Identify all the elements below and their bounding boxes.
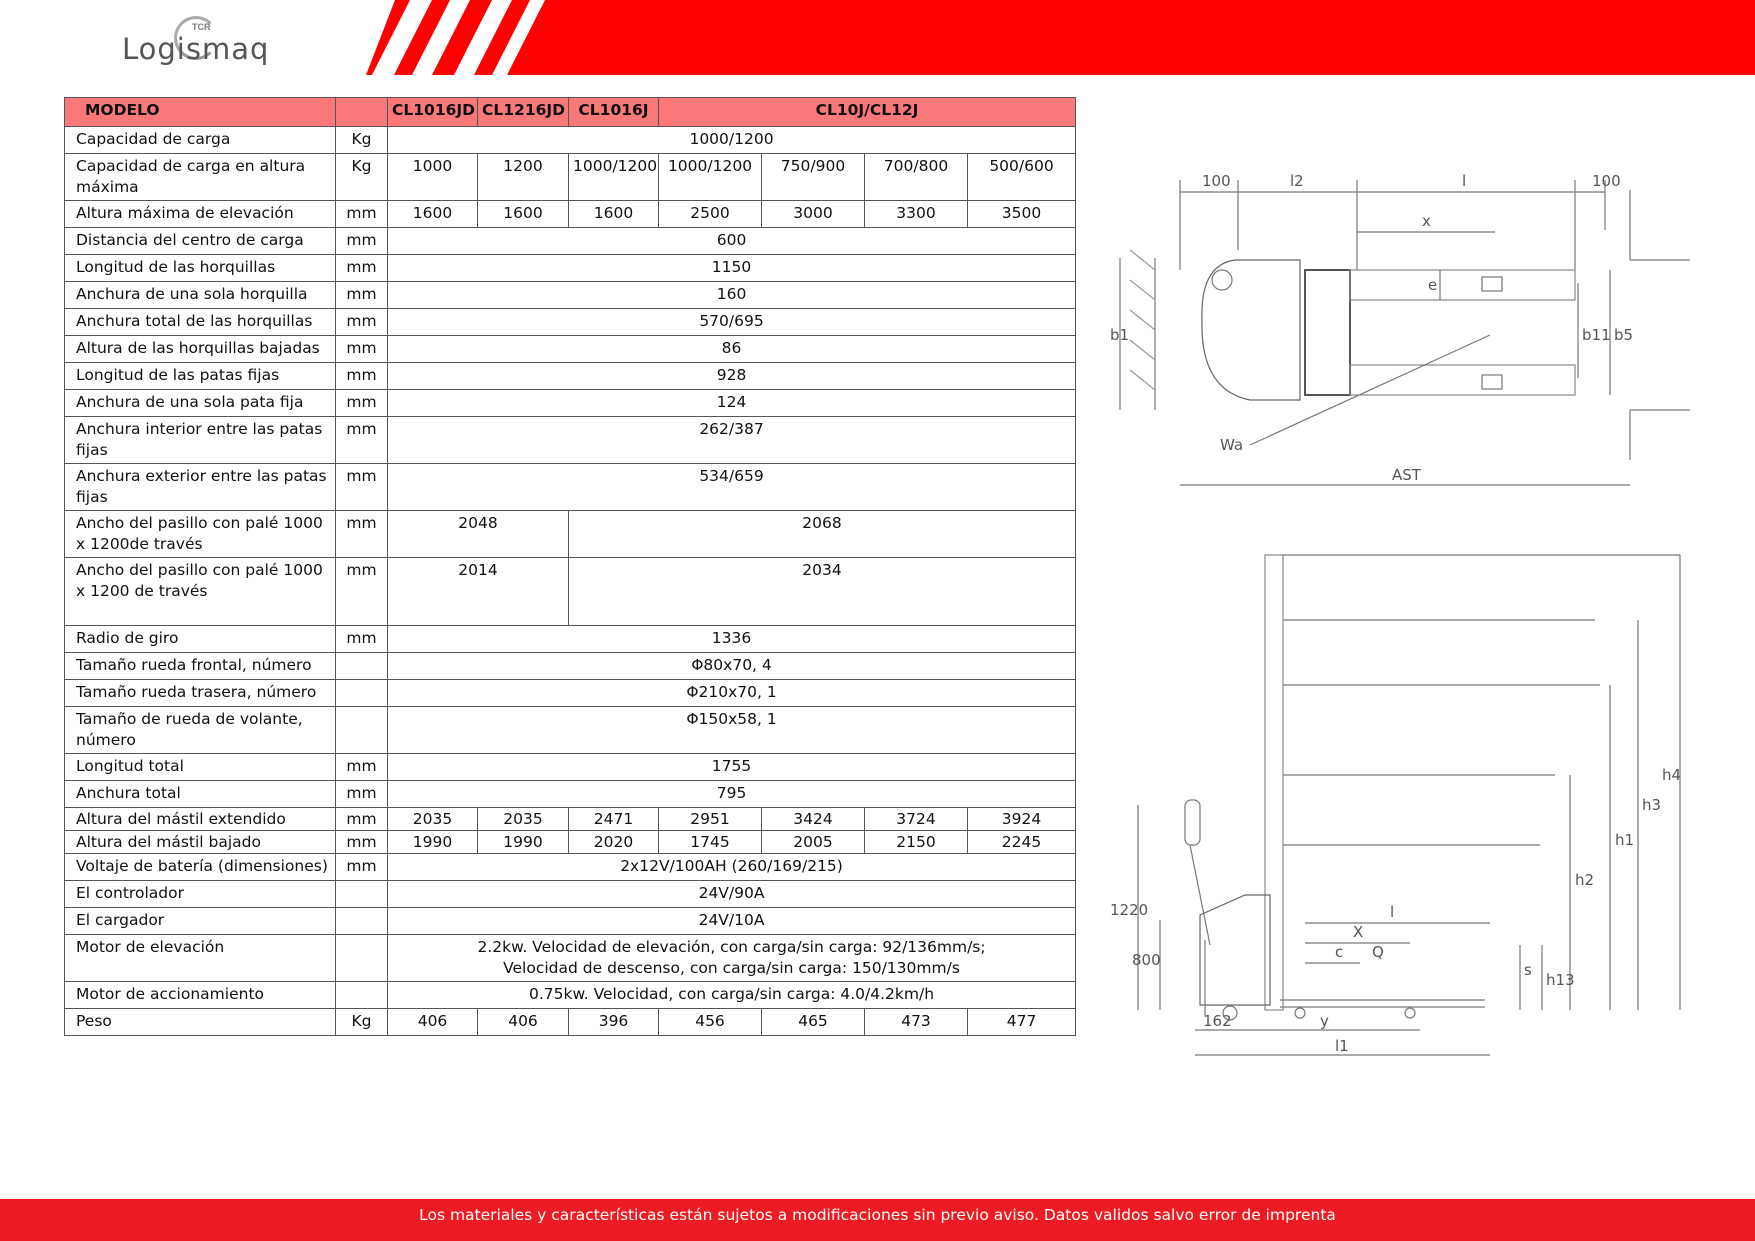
dim-label: y [1320,1012,1329,1030]
row-label: Distancia del centro de carga [65,228,336,255]
table-header-row [65,98,1076,127]
row-label: Anchura total de las horquillas [65,309,336,336]
dim-label: e [1428,276,1438,294]
row-value [388,255,1076,282]
row-unit: mm [336,390,388,417]
table-row [65,363,1076,390]
row-label: Tamaño rueda frontal, número [65,653,336,680]
table-row [65,707,1076,754]
table-row [65,282,1076,309]
row-label: Altura de las horquillas bajadas [65,336,336,363]
table-row [65,881,1076,908]
row-value: 1745 [659,831,762,854]
table-row [65,781,1076,808]
dim-label: X [1353,923,1364,941]
dim-label: 100 [1202,172,1231,190]
row-value [388,127,1076,154]
row-unit [336,935,388,982]
row-label: Altura máxima de elevación [65,201,336,228]
row-unit: mm [336,854,388,881]
row-value-line: Φ210x70, 1 [686,683,777,701]
row-label: Altura del mástil bajado [65,831,336,854]
dim-label: 100 [1592,172,1621,190]
row-value-line: 2x12V/100AH (260/169/215) [620,857,843,875]
row-unit: mm [336,228,388,255]
row-value-line: 86 [721,339,742,357]
row-value [388,680,1076,707]
table-row [65,908,1076,935]
row-label: Motor de accionamiento [65,982,336,1009]
row-unit: Kg [336,1009,388,1036]
row-label: Capacidad de carga [65,127,336,154]
row-unit: mm [336,201,388,228]
logo-sub: TCR [192,22,211,32]
row-unit: mm [336,511,388,558]
row-unit: mm [336,754,388,781]
row-value: 2150 [865,831,968,854]
row-value: 750/900 [762,154,865,201]
table-row [65,653,1076,680]
row-value: 1990 [478,831,569,854]
row-value-line: 0.75kw. Velocidad, con carga/sin carga: 4.0/4.2km/h [529,985,935,1003]
row-value: 3724 [865,808,968,831]
row-value: 1000 [388,154,478,201]
row-unit [336,680,388,707]
row-value: 3500 [968,201,1076,228]
table-row [65,1009,1076,1036]
table-row [65,511,1076,558]
table-row [65,201,1076,228]
row-value: 1000/1200 [569,154,659,201]
spec-table [64,97,1076,1036]
row-value [388,228,1076,255]
row-value: 1600 [388,201,478,228]
row-value: 1600 [478,201,569,228]
side-view-drawing [1110,545,1690,1065]
row-unit: mm [336,282,388,309]
table-row [65,854,1076,881]
dim-label: h13 [1546,971,1575,989]
row-value [388,982,1076,1009]
dim-label: l [1390,903,1395,921]
row-value [388,363,1076,390]
row-label: El controlador [65,881,336,908]
row-value: 406 [388,1009,478,1036]
row-value: 456 [659,1009,762,1036]
row-value [388,336,1076,363]
table-row [65,417,1076,464]
row-value [388,390,1076,417]
row-label: Longitud de las horquillas [65,255,336,282]
row-unit [336,707,388,754]
row-label: Longitud total [65,754,336,781]
row-value: 1200 [478,154,569,201]
row-unit: mm [336,255,388,282]
row-value [388,626,1076,653]
dim-label: h1 [1615,831,1635,849]
row-value-line: 1150 [711,258,752,276]
row-label: Anchura exterior entre las patas fijas [65,464,336,511]
row-value: 1600 [569,201,659,228]
table-row [65,982,1076,1009]
row-value-line: 124 [716,393,747,411]
dim-label: x [1422,212,1431,230]
row-label: Tamaño de rueda de volante, número [65,707,336,754]
row-value-line: 262/387 [699,420,764,438]
table-row [65,808,1076,831]
dim-label: Q [1372,943,1384,961]
table-row [65,255,1076,282]
row-value-line: 534/659 [699,467,764,485]
header-model: CL1016JD [388,98,478,127]
row-unit: mm [336,336,388,363]
row-value [388,707,1076,754]
row-unit [336,881,388,908]
row-value [388,417,1076,464]
row-label: Ancho del pasillo con palé 1000 x 1200 de través [65,558,336,626]
row-value-line: 1336 [711,629,752,647]
row-value: 2035 [388,808,478,831]
row-value-line: 570/695 [699,312,764,330]
row-label: Ancho del pasillo con palé 1000 x 1200de través [65,511,336,558]
footer-disclaimer: Los materiales y características están sujetos a modificaciones sin previo aviso. Datos validos salvo error de imprenta [0,1199,1755,1241]
row-label: El cargador [65,908,336,935]
row-value-line: 600 [716,231,747,249]
table-row [65,558,1076,626]
row-unit: Kg [336,127,388,154]
header-model: CL1216JD [478,98,569,127]
dim-label: l2 [1290,172,1304,190]
table-row [65,680,1076,707]
row-label: Voltaje de batería (dimensiones) [65,854,336,881]
header-unit [336,98,388,127]
table-row [65,336,1076,363]
dim-label: l1 [1335,1037,1349,1055]
row-value-line: 928 [716,366,747,384]
row-value-line: 1755 [711,757,752,775]
row-value: 2048 [388,511,569,558]
dim-label: 162 [1203,1012,1232,1030]
table-row [65,831,1076,854]
dim-label: h3 [1642,796,1662,814]
row-value-line: 24V/90A [698,884,765,902]
row-unit: Kg [336,154,388,201]
table-row [65,626,1076,653]
row-value [388,464,1076,511]
row-value: 3000 [762,201,865,228]
row-unit: mm [336,464,388,511]
dim-label: h2 [1575,871,1595,889]
row-value: 500/600 [968,154,1076,201]
row-value [388,781,1076,808]
row-value: 2014 [388,558,569,626]
row-value [388,881,1076,908]
row-value: 2471 [569,808,659,831]
row-label: Peso [65,1009,336,1036]
row-label: Anchura de una sola horquilla [65,282,336,309]
brand-logo [112,14,292,76]
header-group-model: CL10J/CL12J [659,98,1076,127]
header-model: CL1016J [569,98,659,127]
row-label: Tamaño rueda trasera, número [65,680,336,707]
row-unit: mm [336,831,388,854]
row-value-line: 795 [716,784,747,802]
row-value: 465 [762,1009,865,1036]
row-value-line: 1000/1200 [689,130,774,148]
row-label: Anchura total [65,781,336,808]
row-value: 700/800 [865,154,968,201]
top-view-drawing [1110,150,1690,500]
row-value: 477 [968,1009,1076,1036]
row-unit: mm [336,417,388,464]
row-value-line: 2.2kw. Velocidad de elevación, con carga/sin carga: 92/136mm/s; [477,938,986,956]
table-row [65,309,1076,336]
row-unit: mm [336,558,388,626]
dim-label: s [1524,961,1532,979]
row-unit: mm [336,781,388,808]
row-unit: mm [336,309,388,336]
dim-label: b5 [1614,326,1634,344]
row-value: 3924 [968,808,1076,831]
row-value: 406 [478,1009,569,1036]
row-value: 2034 [569,558,1076,626]
dim-label: l [1462,172,1467,190]
row-label: Altura del mástil extendido [65,808,336,831]
dim-label: b1 [1110,326,1130,344]
row-value: 1000/1200 [659,154,762,201]
row-value: 2068 [569,511,1076,558]
dim-label: b11 [1582,326,1611,344]
dim-label: 1220 [1110,901,1149,919]
row-value-line: Velocidad de descenso, con carga/sin carga: 150/130mm/s [503,959,960,977]
row-value [388,854,1076,881]
row-value: 2035 [478,808,569,831]
row-value: 3424 [762,808,865,831]
logo-text: Logismaq [122,32,270,66]
row-unit: mm [336,808,388,831]
row-unit [336,982,388,1009]
row-label: Longitud de las patas fijas [65,363,336,390]
row-unit [336,908,388,935]
row-value: 1990 [388,831,478,854]
row-label: Anchura de una sola pata fija [65,390,336,417]
row-value-line: Φ150x58, 1 [686,710,777,728]
dim-label: c [1335,943,1344,961]
row-label: Anchura interior entre las patas fijas [65,417,336,464]
row-value: 2020 [569,831,659,854]
row-value-line: 24V/10A [698,911,765,929]
row-value-line: Φ80x70, 4 [691,656,772,674]
row-value: 2500 [659,201,762,228]
header-model-label: MODELO [65,98,336,127]
row-value [388,935,1076,982]
row-value: 473 [865,1009,968,1036]
table-row [65,754,1076,781]
row-value: 396 [569,1009,659,1036]
row-label: Capacidad de carga en altura máxima [65,154,336,201]
dim-label: Wa [1220,436,1244,454]
table-row [65,390,1076,417]
table-row [65,154,1076,201]
row-label: Motor de elevación [65,935,336,982]
row-value [388,908,1076,935]
dim-label: 800 [1132,951,1161,969]
row-value: 3300 [865,201,968,228]
table-row [65,228,1076,255]
dim-label: h4 [1662,766,1682,784]
row-value-line: 160 [716,285,747,303]
table-row [65,127,1076,154]
row-value [388,282,1076,309]
row-value [388,309,1076,336]
row-unit: mm [336,363,388,390]
row-value [388,653,1076,680]
row-label: Radio de giro [65,626,336,653]
row-value: 2245 [968,831,1076,854]
table-row [65,464,1076,511]
table-row [65,935,1076,982]
row-value: 2005 [762,831,865,854]
row-unit [336,653,388,680]
dim-label: AST [1392,466,1421,484]
row-unit: mm [336,626,388,653]
row-value [388,754,1076,781]
row-value: 2951 [659,808,762,831]
